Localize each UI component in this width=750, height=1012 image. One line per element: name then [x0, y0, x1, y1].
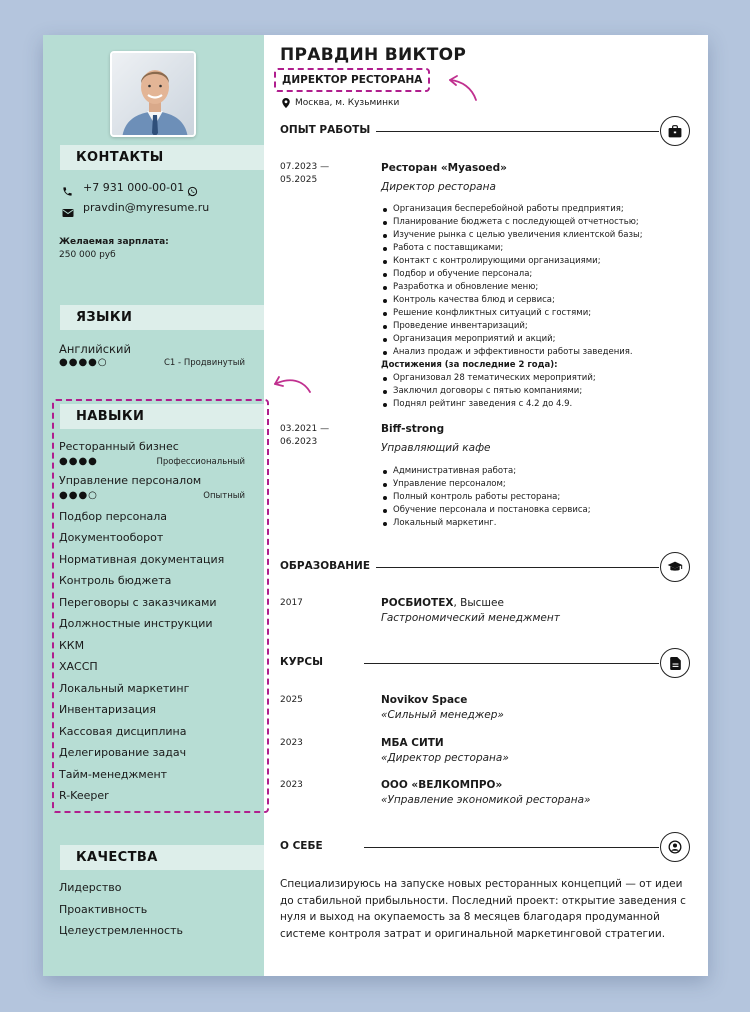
whatsapp-icon[interactable]: [187, 182, 198, 201]
skill-level-dots: ●●●●: [59, 456, 98, 467]
job-date-to: 06.2023: [280, 437, 318, 447]
education-school-name: РОСБИОТЕХ: [381, 597, 454, 609]
list-item: Заключил договоры с пятью компаниями;: [381, 385, 596, 398]
skill-item: Должностные инструкции: [59, 617, 213, 630]
education-field: Гастрономический менеджмент: [381, 612, 560, 624]
briefcase-icon: [660, 116, 690, 146]
education-degree: , Высшее: [453, 597, 504, 609]
course-org: ООО «ВЕЛКОМПРО»: [381, 779, 503, 791]
course-name: «Сильный менеджер»: [381, 709, 504, 721]
contacts-heading: КОНТАКТЫ: [60, 145, 264, 170]
language-level: C1 - Продвинутый: [164, 358, 245, 368]
location: [282, 98, 399, 108]
resume-page: [43, 35, 708, 976]
main-column: [264, 35, 708, 976]
skill-level: Опытный: [203, 491, 245, 501]
list-item: Разработка и обновление меню;: [381, 281, 643, 294]
achievements-list: [381, 372, 596, 411]
divider-line: [364, 847, 659, 848]
course-year: 2023: [280, 780, 303, 790]
about-text: Специализируюсь на запуске новых ресторанных концепций — от идеи до стабильной прибыльности. Последний проект: открытие заведения с нуля и выход на окупаемость за 8 месяцев благодаря продуманной системе контроля затрат и оригинальной маркетинговой стратегии.: [280, 878, 686, 940]
list-item: Подбор и обучение персонала;: [381, 268, 643, 281]
email-address[interactable]: pravdin@myresume.ru: [83, 201, 210, 214]
skills-heading: НАВЫКИ: [60, 404, 264, 429]
skill-item: R-Keeper: [59, 789, 109, 802]
job-position: Директор ресторана: [381, 181, 496, 193]
salary-value: 250 000 руб: [59, 250, 116, 260]
skill-item: Переговоры с заказчиками: [59, 596, 217, 609]
skill-level-dots: ●●●○: [59, 490, 98, 501]
user-icon: [660, 832, 690, 862]
document-icon: [660, 648, 690, 678]
list-item: Административная работа;: [381, 465, 591, 478]
list-item: Анализ продаж и эффективности работы заведения.: [381, 346, 643, 359]
list-item: Работа с поставщиками;: [381, 242, 643, 255]
list-item: Организация бесперебойной работы предприятия;: [381, 203, 643, 216]
skill-item: Локальный маркетинг: [59, 682, 190, 695]
phone-number[interactable]: +7 931 000-00-01: [83, 181, 185, 194]
list-item: Организовал 28 тематических мероприятий;: [381, 372, 596, 385]
list-item: Изучение рынка с целью увеличения клиентской базы;: [381, 229, 643, 242]
job-date-to: 05.2025: [280, 175, 318, 185]
job-duties-list: [381, 203, 643, 359]
job-date-from: 07.2023 —: [280, 162, 330, 172]
list-item: Организация мероприятий и акций;: [381, 333, 643, 346]
skill-item: Ресторанный бизнес: [59, 440, 179, 453]
skill-item: ККМ: [59, 639, 85, 652]
skill-item: Контроль бюджета: [59, 574, 172, 587]
skill-item: Нормативная документация: [59, 553, 225, 566]
location-text: Москва, м. Кузьминки: [295, 98, 400, 108]
qualities-heading: КАЧЕСТВА: [60, 845, 264, 870]
location-pin-icon: [282, 98, 290, 108]
list-item: Решение конфликтных ситуаций с гостями;: [381, 307, 643, 320]
skill-item: Инвентаризация: [59, 703, 156, 716]
quality-item: Проактивность: [59, 903, 148, 916]
education-school: [381, 597, 504, 609]
divider-line: [364, 131, 659, 132]
divider-line: [364, 663, 659, 664]
skill-item: Делегирование задач: [59, 746, 187, 759]
job-duties-list: [381, 465, 591, 530]
course-year: 2025: [280, 695, 303, 705]
salary-label: Желаемая зарплата:: [59, 237, 169, 247]
education-heading: ОБРАЗОВАНИЕ: [280, 560, 376, 572]
list-item: Контакт с контролирующими организациями;: [381, 255, 643, 268]
course-org: МБА СИТИ: [381, 737, 444, 749]
course-org: Novikov Space: [381, 694, 468, 706]
graduation-cap-icon: [660, 552, 690, 582]
person-title: ДИРЕКТОР РЕСТОРАНА: [274, 68, 430, 92]
course-year: 2023: [280, 738, 303, 748]
skills-highlight-frame: [52, 399, 269, 813]
languages-heading: ЯЗЫКИ: [60, 305, 264, 330]
email-icon: [62, 203, 74, 222]
job-position: Управляющий кафе: [381, 442, 491, 454]
list-item: Контроль качества блюд и сервиса;: [381, 294, 643, 307]
quality-item: Лидерство: [59, 881, 122, 894]
skill-item: Тайм-менеджмент: [59, 768, 168, 781]
job-company: Biff-strong: [381, 423, 445, 435]
list-item: Обучение персонала и постановка сервиса;: [381, 504, 591, 517]
education-year: 2017: [280, 598, 303, 608]
job-company: Ресторан «Myasoed»: [381, 162, 507, 174]
list-item: Полный контроль работы ресторана;: [381, 491, 591, 504]
profile-photo: [110, 51, 196, 137]
skill-item: Подбор персонала: [59, 510, 168, 523]
skill-item: Кассовая дисциплина: [59, 725, 187, 738]
skill-level: Профессиональный: [156, 457, 245, 467]
skill-item: Документооборот: [59, 531, 164, 544]
list-item: Управление персоналом;: [381, 478, 591, 491]
achievements-heading: Достижения (за последние 2 года):: [381, 360, 558, 370]
divider-line: [364, 567, 659, 568]
skill-item: Управление персоналом: [59, 474, 202, 487]
job-date-from: 03.2021 —: [280, 424, 330, 434]
course-name: «Директор ресторана»: [381, 752, 509, 764]
list-item: Поднял рейтинг заведения с 4.2 до 4.9.: [381, 398, 596, 411]
courses-heading: КУРСЫ: [280, 656, 329, 668]
list-item: Планирование бюджета с последующей отчетностью;: [381, 216, 643, 229]
phone-icon: [62, 182, 73, 201]
language-level-dots: ●●●●○: [59, 357, 108, 368]
language-name: Английский: [59, 342, 131, 356]
about-heading: О СЕБЕ: [280, 840, 329, 852]
list-item: Проведение инвентаризаций;: [381, 320, 643, 333]
experience-heading: ОПЫТ РАБОТЫ: [280, 124, 376, 136]
quality-item: Целеустремленность: [59, 924, 183, 937]
skill-item: ХАССП: [59, 660, 98, 673]
person-name: ПРАВДИН ВИКТОР: [280, 45, 467, 65]
course-name: «Управление экономикой ресторана»: [381, 794, 591, 806]
list-item: Локальный маркетинг.: [381, 517, 591, 530]
